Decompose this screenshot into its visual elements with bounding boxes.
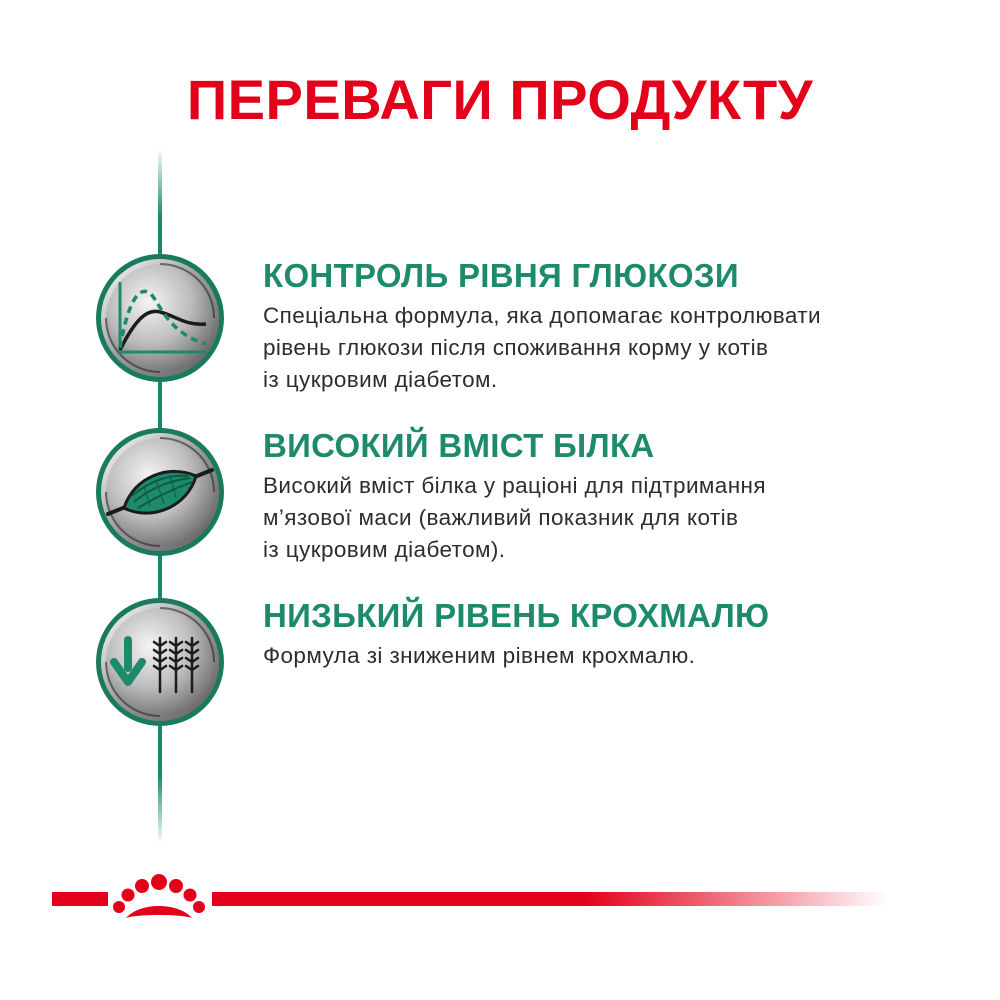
footer-red-line-right bbox=[212, 892, 888, 906]
feature-title: ВИСОКИЙ ВМІСТ БІЛКА bbox=[263, 427, 655, 464]
feature-description bbox=[263, 640, 963, 672]
feature-description-line: рівень глюкози після споживання корму у котів bbox=[263, 335, 769, 360]
feature-description bbox=[263, 300, 963, 396]
feature-high-protein bbox=[263, 426, 963, 566]
feature-description-line: Високий вміст білка у раціоні для підтримання bbox=[263, 473, 766, 498]
footer-red-line-left bbox=[52, 892, 108, 906]
feature-low-starch bbox=[263, 596, 963, 672]
feature-description-line: Спеціальна формула, яка допомагає контролювати bbox=[263, 303, 821, 328]
feature-description-line: м’язової маси (важливий показник для котів bbox=[263, 505, 739, 530]
feature-description-line: із цукровим діабетом). bbox=[263, 537, 506, 562]
royal-canin-crown-icon bbox=[110, 868, 208, 926]
feature-title: НИЗЬКИЙ РІВЕНЬ КРОХМАЛЮ bbox=[263, 597, 770, 634]
feature-title: КОНТРОЛЬ РІВНЯ ГЛЮКОЗИ bbox=[263, 257, 739, 294]
feature-description-line: із цукровим діабетом. bbox=[263, 367, 498, 392]
feature-glucose-control bbox=[263, 256, 963, 396]
feature-description bbox=[263, 470, 963, 566]
low-starch-grain-icon bbox=[94, 596, 226, 728]
feature-description-line: Формула зі зниженим рівнем крохмалю. bbox=[263, 643, 696, 668]
glucose-curve-icon bbox=[94, 252, 226, 384]
muscle-icon bbox=[94, 426, 226, 558]
page-title: ПЕРЕВАГИ ПРОДУКТУ bbox=[186, 68, 814, 131]
